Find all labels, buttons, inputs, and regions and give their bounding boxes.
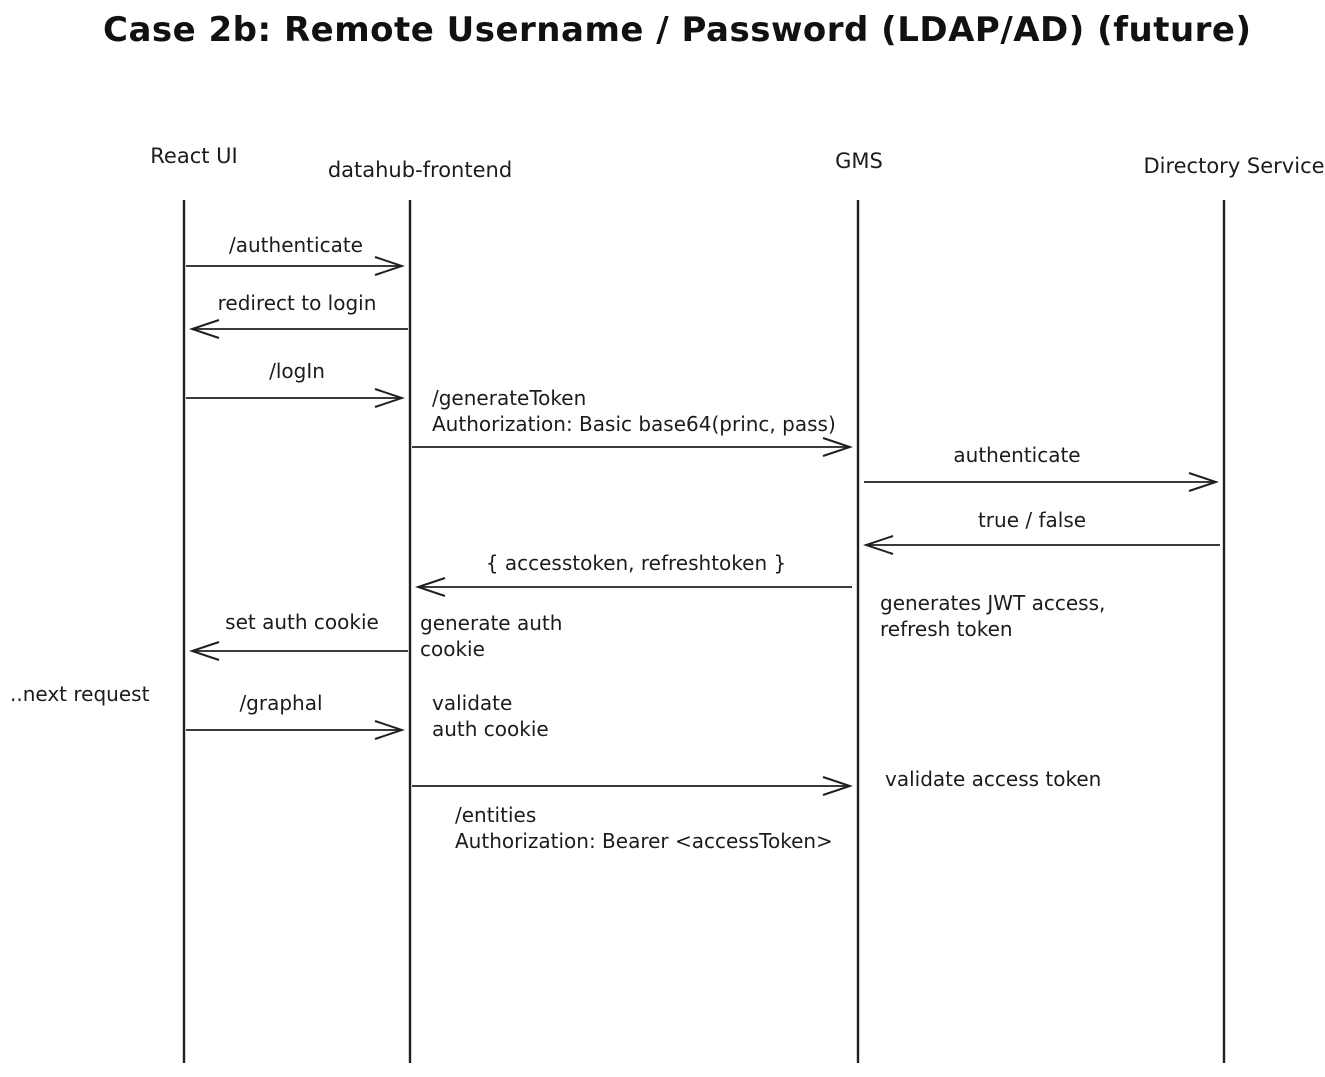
note-entities-call-line1: /entities xyxy=(455,803,537,827)
message-label-generate-token-line1: /generateToken xyxy=(432,386,587,410)
message-label-set-auth-cookie: set auth cookie xyxy=(225,610,379,634)
note-validate-access-token-line1: validate access token xyxy=(885,767,1102,791)
note-entities-call xyxy=(455,802,833,854)
message-label-generate-token xyxy=(432,385,836,437)
actor-label-directory-service: Directory Service xyxy=(1143,154,1325,178)
actor-label-gms: GMS xyxy=(835,149,883,173)
message-label-tokens-response: { accesstoken, refreshtoken } xyxy=(485,551,787,575)
message-label-true-false: true / false xyxy=(977,508,1087,532)
note-entities-call-line2: Authorization: Bearer <accessToken> xyxy=(455,829,833,853)
message-label-authenticate-directory: authenticate xyxy=(953,443,1081,467)
actor-label-datahub-frontend: datahub-frontend xyxy=(327,158,513,182)
message-label-graphal: /graphal xyxy=(239,691,323,715)
message-label-generate-token-line2: Authorization: Basic base64(princ, pass) xyxy=(432,412,836,436)
note-generates-jwt-line1: generates JWT access, xyxy=(880,591,1106,615)
note-generates-jwt-line2: refresh token xyxy=(880,617,1013,641)
note-next-request xyxy=(10,681,149,707)
note-validate-access-token xyxy=(885,766,1101,792)
diagram-title: Case 2b: Remote Username / Password (LDAP/AD) (future) xyxy=(103,10,1252,50)
note-validate-auth-cookie xyxy=(432,690,549,742)
note-generate-auth-cookie xyxy=(420,610,562,662)
message-label-redirect-to-login: redirect to login xyxy=(217,291,377,315)
message-label-authenticate-request: /authenticate xyxy=(229,233,363,257)
note-validate-auth-cookie-line1: validate xyxy=(432,691,513,715)
note-generates-jwt xyxy=(880,590,1105,642)
note-validate-auth-cookie-line2: auth cookie xyxy=(432,717,549,741)
note-next-request-line1: ..next request xyxy=(10,682,150,706)
actor-label-react-ui: React UI xyxy=(150,144,238,168)
message-label-login: /logIn xyxy=(269,359,325,383)
note-generate-auth-cookie-line1: generate auth xyxy=(420,611,563,635)
note-generate-auth-cookie-line2: cookie xyxy=(420,637,485,661)
